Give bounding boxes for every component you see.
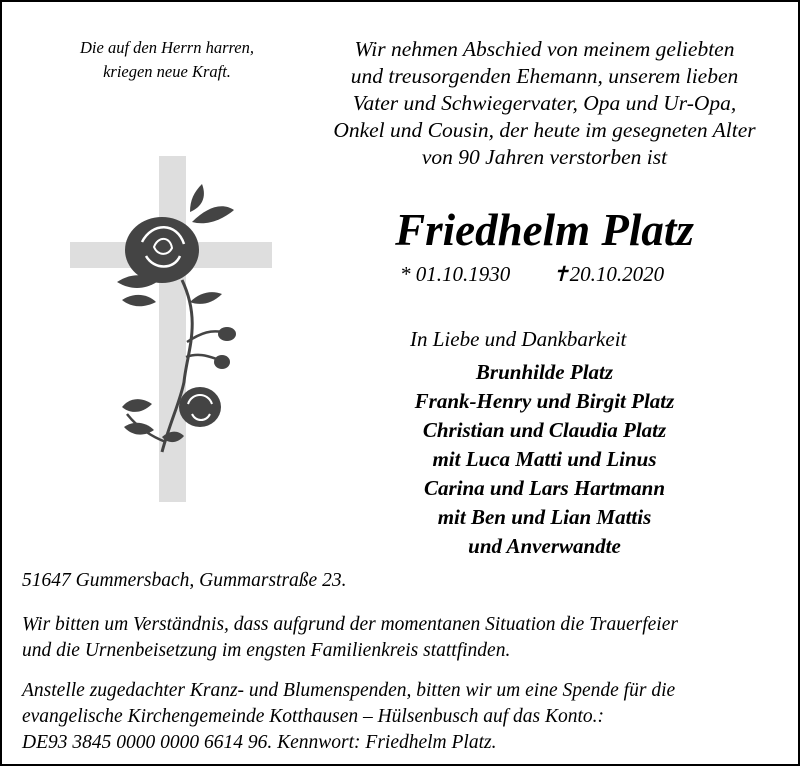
- death-date: ✝20.10.2020: [552, 262, 665, 286]
- farewell-text: [302, 36, 787, 171]
- mourner-name: Frank-Henry und Birgit Platz: [414, 389, 675, 413]
- family-address: 51647 Gummersbach, Gummarstraße 23.: [22, 570, 347, 591]
- mourner-name: Christian und Claudia Platz: [422, 418, 667, 442]
- verse-line: kriegen neue Kraft.: [103, 62, 231, 81]
- farewell-line: von 90 Jahren verstorben ist: [421, 145, 668, 169]
- mourner-name: mit Luca Matti und Linus: [432, 447, 657, 471]
- mourner-name: mit Ben und Lian Mattis: [437, 505, 652, 529]
- farewell-line: und treusorgenden Ehemann, unserem lieben: [350, 64, 739, 88]
- mourners-list: [302, 358, 787, 561]
- notice-line: und die Urnenbeisetzung im engsten Familienkreis stattfinden.: [22, 640, 511, 661]
- mourner-name: und Anverwandte: [468, 534, 621, 558]
- farewell-line: Wir nehmen Abschied von meinem geliebten: [354, 37, 735, 61]
- deceased-name: Friedhelm Platz: [395, 205, 694, 255]
- verse-line: Die auf den Herrn harren,: [80, 38, 254, 57]
- mourner-name: Carina und Lars Hartmann: [423, 476, 665, 500]
- notice-line: evangelische Kirchengemeinde Kotthausen – Hülsenbusch auf das Konto.:: [22, 706, 605, 727]
- notice-line: Anstelle zugedachter Kranz- und Blumenspenden, bitten wir um eine Spende für die: [22, 680, 676, 701]
- farewell-line: Onkel und Cousin, der heute im gesegneten Alter: [333, 118, 756, 142]
- farewell-line: Vater und Schwiegervater, Opa und Ur-Opa,: [352, 91, 737, 115]
- notice-line: DE93 3845 0000 0000 6614 96. Kennwort: Friedhelm Platz.: [22, 732, 497, 753]
- birth-date: * 01.10.1930: [400, 262, 511, 286]
- dedication-line: In Liebe und Dankbarkeit: [410, 327, 627, 351]
- bible-verse: [42, 36, 292, 84]
- cross-with-roses-illustration: [62, 152, 282, 507]
- mourner-name: Brunhilde Platz: [475, 360, 614, 384]
- funeral-notice: [22, 612, 782, 664]
- notice-line: Wir bitten um Verständnis, dass aufgrund der momentanen Situation die Trauerfeier: [22, 614, 678, 635]
- cross-icon: [70, 156, 272, 502]
- donation-notice: [22, 678, 782, 756]
